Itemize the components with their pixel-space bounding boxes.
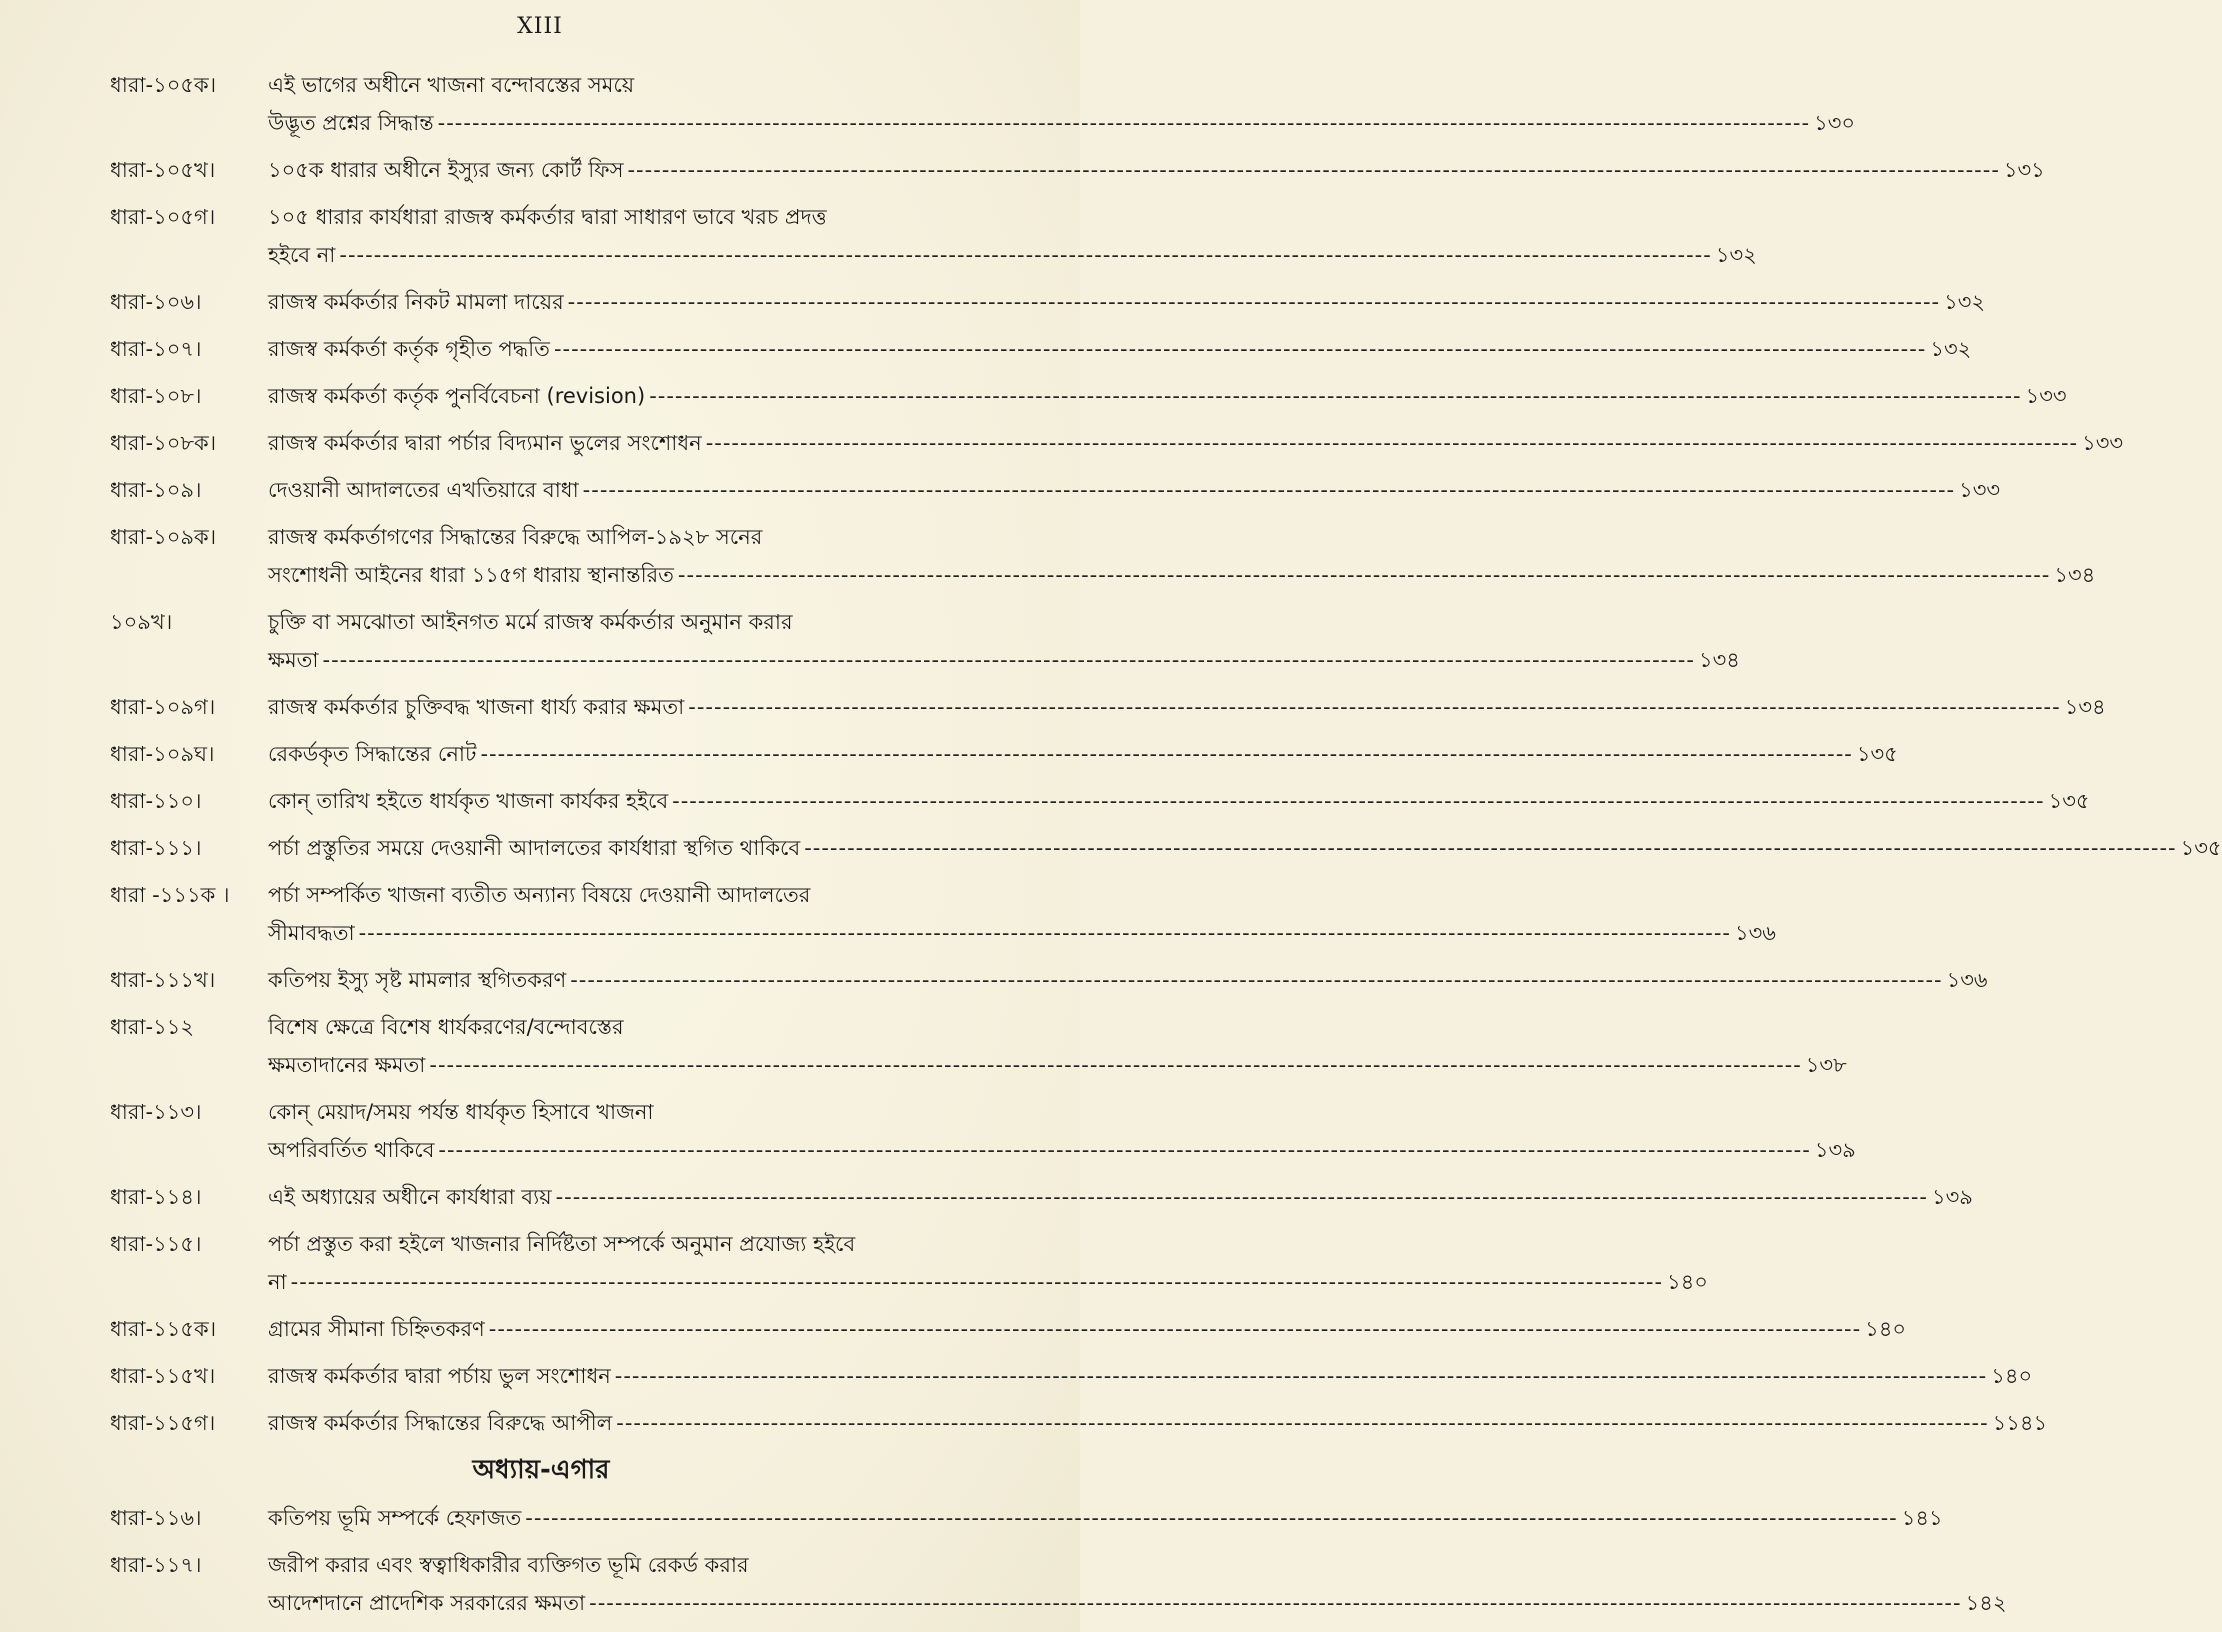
entry-leader-line — [268, 735, 1898, 773]
dot-leader — [556, 1178, 1928, 1216]
entry-body — [268, 1499, 1943, 1537]
entry-body — [268, 1546, 2006, 1622]
section-number: ধারা-১১১। — [110, 836, 202, 860]
entry-body — [268, 1357, 2032, 1395]
entry-body — [268, 471, 2000, 509]
entry-title-line: রাজস্ব কর্মকর্তাগণের সিদ্ধান্তের বিরুদ্ধে আপিল-১৯২৮ সনের — [268, 525, 763, 549]
dot-leader — [688, 688, 2060, 726]
entry-title: না — [268, 1270, 287, 1294]
section-number: ধারা-১০৭। — [110, 337, 202, 361]
entry-leader-line — [268, 1263, 1708, 1301]
section-number: ধারা-১১৭। — [110, 1553, 202, 1577]
entry-body — [268, 1225, 1708, 1301]
entry-body — [268, 151, 2045, 189]
section-number: ধারা-১০৯ঘ। — [110, 742, 215, 766]
entry-page-number: ১৩৫ — [1856, 742, 1898, 766]
entry-title: সংশোধনী আইনের ধারা ১১৫গ ধারায় স্থানান্তরিত — [268, 563, 674, 587]
entry-page-number: ১৩৩ — [2025, 384, 2067, 408]
entry-body — [268, 1008, 1847, 1084]
entry-body — [268, 603, 1740, 679]
toc-entry — [110, 1404, 2048, 1442]
entry-page-number: ১৩৪ — [2054, 563, 2096, 587]
section-number: ধারা-১০৫গ। — [110, 205, 216, 229]
entry-body — [268, 1178, 1973, 1216]
entry-body — [268, 330, 1971, 368]
entry-page-number: ১৩৪ — [1698, 648, 1740, 672]
entry-leader-line — [268, 1357, 2032, 1395]
dot-leader — [339, 236, 1711, 274]
section-number: ধারা-১১৫। — [110, 1232, 202, 1256]
dot-leader — [570, 961, 1942, 999]
toc-entries-group — [110, 66, 2222, 1442]
toc-entry — [110, 330, 1972, 368]
entry-leader-line — [268, 961, 1988, 999]
entry-page-number: ১৪১ — [1901, 1506, 1943, 1530]
entry-body — [268, 283, 1985, 321]
entry-body — [268, 876, 1776, 952]
entry-page-number: ১৩৬ — [1735, 921, 1776, 945]
toc-entry — [110, 782, 2090, 820]
toc-entry — [110, 1225, 1708, 1301]
entry-title: ১০৫ক ধারার অধীনে ইস্যুর জন্য কোর্ট ফিস — [268, 158, 624, 182]
section-number: ধারা-১০৫খ। — [110, 158, 216, 182]
toc-entry — [110, 876, 1776, 952]
section-number: ১০৯খ। — [110, 610, 173, 634]
entry-title-line: কোন্ মেয়াদ/সময় পর্যন্ত ধার্যকৃত হিসাবে খাজনা — [268, 1100, 654, 1124]
entry-title: রাজস্ব কর্মকর্তার দ্বারা পর্চায় ভুল সংশোধন — [268, 1364, 611, 1388]
entry-page-number: ১৪০ — [1667, 1270, 1708, 1294]
entry-page-number: ১৩২ — [1930, 337, 1972, 361]
entry-title: সীমাবদ্ধতা — [268, 921, 355, 945]
toc-entry — [110, 424, 2124, 462]
toc-entry — [110, 688, 2106, 726]
dot-leader — [525, 1499, 1897, 1537]
entry-page-number: ১৩১ — [2003, 158, 2045, 182]
toc-entry — [110, 1310, 1907, 1348]
entry-title-line: পর্চা সম্পর্কিত খাজনা ব্যতীত অন্যান্য বিষয়ে দেওয়ানী আদালতের — [268, 883, 811, 907]
entry-page-number: ১৩৩ — [2082, 431, 2124, 455]
entry-leader-line — [268, 641, 1740, 679]
entry-page-number: ১৩০ — [1814, 111, 1856, 135]
toc-entry — [110, 377, 2067, 415]
entry-title: উদ্ভূত প্রশ্নের সিদ্ধান্ত — [268, 111, 434, 135]
toc-entry — [110, 603, 1740, 679]
entry-title: গ্রামের সীমানা চিহ্নিতকরণ — [268, 1317, 485, 1341]
entry-title: ক্ষমতাদানের ক্ষমতা — [268, 1053, 426, 1077]
dot-leader — [706, 424, 2078, 462]
section-number: ধারা-১১০। — [110, 789, 202, 813]
entry-leader-line — [268, 556, 2095, 594]
entry-leader-line — [268, 283, 1985, 321]
entry-page-number: ১৩৮ — [1805, 1053, 1847, 1077]
entry-body — [268, 1310, 1906, 1348]
toc-entry — [110, 829, 2222, 867]
entry-title: ক্ষমতা — [268, 648, 319, 672]
entry-title: হইবে না — [268, 243, 336, 267]
entry-title: রাজস্ব কর্মকর্তার দ্বারা পর্চার বিদ্যমান ভুলের সংশোধন — [268, 431, 702, 455]
entry-title-line: জরীপ করার এবং স্বত্বাধিকারীর ব্যক্তিগত ভূমি রেকর্ড করার — [268, 1553, 749, 1577]
entry-body — [268, 829, 2222, 867]
entry-page-number: ১৩৬ — [1946, 968, 1988, 992]
entry-body — [268, 782, 2089, 820]
dot-leader — [489, 1310, 1861, 1348]
entry-leader-line — [268, 377, 2067, 415]
entry-leader-line — [268, 1178, 1973, 1216]
section-number: ধারা-১০৫ক। — [110, 73, 217, 97]
toc-entry — [110, 1008, 1847, 1084]
entry-title: কোন্ তারিখ হইতে ধার্যকৃত খাজনা কার্যকর হইবে — [268, 789, 669, 813]
dot-leader — [568, 283, 1940, 321]
entry-title: অপরিবর্তিত থাকিবে — [268, 1138, 435, 1162]
entry-leader-line — [268, 782, 2089, 820]
toc-entry — [110, 518, 2096, 594]
entry-leader-line — [268, 1404, 2047, 1442]
dot-leader — [323, 641, 1695, 679]
entry-leader-line — [268, 1310, 1906, 1348]
dot-leader — [438, 104, 1810, 142]
toc-entry — [110, 1499, 1943, 1537]
dot-leader — [554, 330, 1926, 368]
entry-body — [268, 66, 1855, 142]
entry-page-number: ১৪২ — [1965, 1591, 2007, 1615]
dot-leader — [649, 377, 2021, 415]
entry-page-number: ১৩৩ — [1959, 478, 2001, 502]
entry-leader-line — [268, 1046, 1847, 1084]
entry-title-line: পর্চা প্রস্তুত করা হইলে খাজনার নির্দিষ্টতা সম্পর্কে অনুমান প্রযোজ্য হইবে — [268, 1232, 856, 1256]
entry-title-line: বিশেষ ক্ষেত্রে বিশেষ ধার্যকরণের/বন্দোবস্তের — [268, 1015, 624, 1039]
dot-leader — [804, 829, 2176, 867]
entry-leader-line — [268, 688, 2106, 726]
entry-leader-line — [268, 236, 1757, 274]
entry-leader-line — [268, 1584, 2006, 1622]
entry-title: রাজস্ব কর্মকর্তা কর্তৃক গৃহীত পদ্ধতি — [268, 337, 550, 361]
entry-body — [268, 1404, 2047, 1442]
entry-page-number: ১৩২ — [1944, 290, 1986, 314]
entry-leader-line — [268, 330, 1971, 368]
entry-title-line: ১০৫ ধারার কার্যধারা রাজস্ব কর্মকর্তার দ্বারা সাধারণ ভাবে খরচ প্রদত্ত — [268, 205, 827, 229]
entry-page-number: ১৩২ — [1715, 243, 1757, 267]
entry-title: পর্চা প্রস্তুতির সময়ে দেওয়ানী আদালতের কার্যধারা স্থগিত থাকিবে — [268, 836, 801, 860]
section-number: ধারা-১১৩। — [110, 1100, 202, 1124]
entry-leader-line — [268, 1499, 1943, 1537]
section-number: ধারা-১০৯গ। — [110, 695, 216, 719]
dot-leader — [480, 735, 1852, 773]
entry-page-number: ১৩৯ — [1814, 1138, 1856, 1162]
entry-title: কতিপয় ইস্যু সৃষ্ট মামলার স্থগিতকরণ — [268, 968, 567, 992]
entry-leader-line — [268, 104, 1855, 142]
section-number: ধারা-১১২ — [110, 1015, 194, 1039]
section-number: ধারা-১১৪। — [110, 1185, 202, 1209]
entry-leader-line — [268, 1131, 1856, 1169]
entry-title: রাজস্ব কর্মকর্তার চুক্তিবদ্ধ খাজনা ধার্য্য করার ক্ষমতা — [268, 695, 685, 719]
entry-title: রেকর্ডকৃত সিদ্ধান্তের নোট — [268, 742, 477, 766]
entry-page-number: ১১৪১ — [1992, 1411, 2048, 1435]
section-number: ধারা -১১১ক । — [110, 883, 230, 907]
entry-leader-line — [268, 914, 1776, 952]
toc-entry — [110, 961, 1988, 999]
entry-page-number: ১৩৯ — [1931, 1185, 1973, 1209]
entry-body — [268, 735, 1898, 773]
section-number: ধারা-১১৬। — [110, 1506, 202, 1530]
toc-entry — [110, 198, 1757, 274]
entry-page-number: ১৩৫ — [2048, 789, 2090, 813]
entry-body — [268, 688, 2106, 726]
entry-title: এই অধ্যায়ের অধীনে কার্যধারা ব্যয় — [268, 1185, 552, 1209]
entry-title: রাজস্ব কর্মকর্তার নিকট মামলা দায়ের — [268, 290, 564, 314]
chapter-heading: অধ্যায়-এগার — [472, 1455, 610, 1485]
section-number: ধারা-১১৫খ। — [110, 1364, 216, 1388]
dot-leader — [615, 1357, 1987, 1395]
dot-leader — [678, 556, 2050, 594]
dot-leader — [291, 1263, 1663, 1301]
toc-entry — [110, 1546, 2007, 1622]
entry-title: রাজস্ব কর্মকর্তার সিদ্ধান্তের বিরুদ্ধে আপীল — [268, 1411, 613, 1435]
section-number: ধারা-১০৯ক। — [110, 525, 217, 549]
entry-page-number: ১৩৪ — [2064, 695, 2106, 719]
dot-leader — [627, 151, 1999, 189]
entry-body — [268, 424, 2123, 462]
entry-title: রাজস্ব কর্মকর্তা কর্তৃক পুনর্বিবেচনা (revision) — [268, 384, 646, 408]
toc-entry — [110, 283, 1986, 321]
dot-leader — [429, 1046, 1801, 1084]
entry-body — [268, 518, 2095, 594]
entry-page-number: ১৪০ — [1991, 1364, 2033, 1388]
section-number: ধারা-১১৫ক। — [110, 1317, 217, 1341]
entry-leader-line — [268, 471, 2000, 509]
dot-leader — [583, 471, 1955, 509]
table-of-contents — [110, 66, 2222, 1631]
section-number: ধারা-১১১খ। — [110, 968, 216, 992]
entry-leader-line — [268, 424, 2123, 462]
section-number: ধারা-১০৯। — [110, 478, 202, 502]
toc-entry — [110, 151, 2045, 189]
dot-leader — [589, 1584, 1961, 1622]
entry-title-line: এই ভাগের অধীনে খাজনা বন্দোবস্তের সময়ে — [268, 73, 635, 97]
toc-entry — [110, 1357, 2033, 1395]
entry-body — [268, 961, 1988, 999]
section-number: ধারা-১০৬। — [110, 290, 202, 314]
toc-entry — [110, 735, 1898, 773]
toc-entry — [110, 66, 1856, 142]
dot-leader — [616, 1404, 1988, 1442]
toc-entry — [110, 1178, 1973, 1216]
dot-leader — [359, 914, 1731, 952]
toc-entries-group — [110, 1499, 2007, 1622]
entry-title: কতিপয় ভূমি সম্পর্কে হেফাজত — [268, 1506, 522, 1530]
section-number: ধারা-১১৫গ। — [110, 1411, 216, 1435]
entry-body — [268, 377, 2067, 415]
entry-title: আদেশদানে প্রাদেশিক সরকারের ক্ষমতা — [268, 1591, 586, 1615]
section-number: ধারা-১০৮ক। — [110, 431, 217, 455]
entry-title-line: চুক্তি বা সমঝোতা আইনগত মর্মে রাজস্ব কর্মকর্তার অনুমান করার — [268, 610, 793, 634]
entry-body — [268, 198, 1757, 274]
entry-body — [268, 1093, 1856, 1169]
entry-page-number: ১৪০ — [1865, 1317, 1907, 1341]
dot-leader — [672, 782, 2044, 820]
section-number: ধারা-১০৮। — [110, 384, 202, 408]
page-number: XIII — [517, 14, 563, 39]
entry-leader-line — [268, 151, 2045, 189]
entry-leader-line — [268, 829, 2222, 867]
entry-page-number: ১৩৫ — [2180, 836, 2222, 860]
dot-leader — [438, 1131, 1810, 1169]
toc-entry — [110, 471, 2001, 509]
entry-title: দেওয়ানী আদালতের এখতিয়ারে বাধা — [268, 478, 579, 502]
toc-entry — [110, 1093, 1856, 1169]
